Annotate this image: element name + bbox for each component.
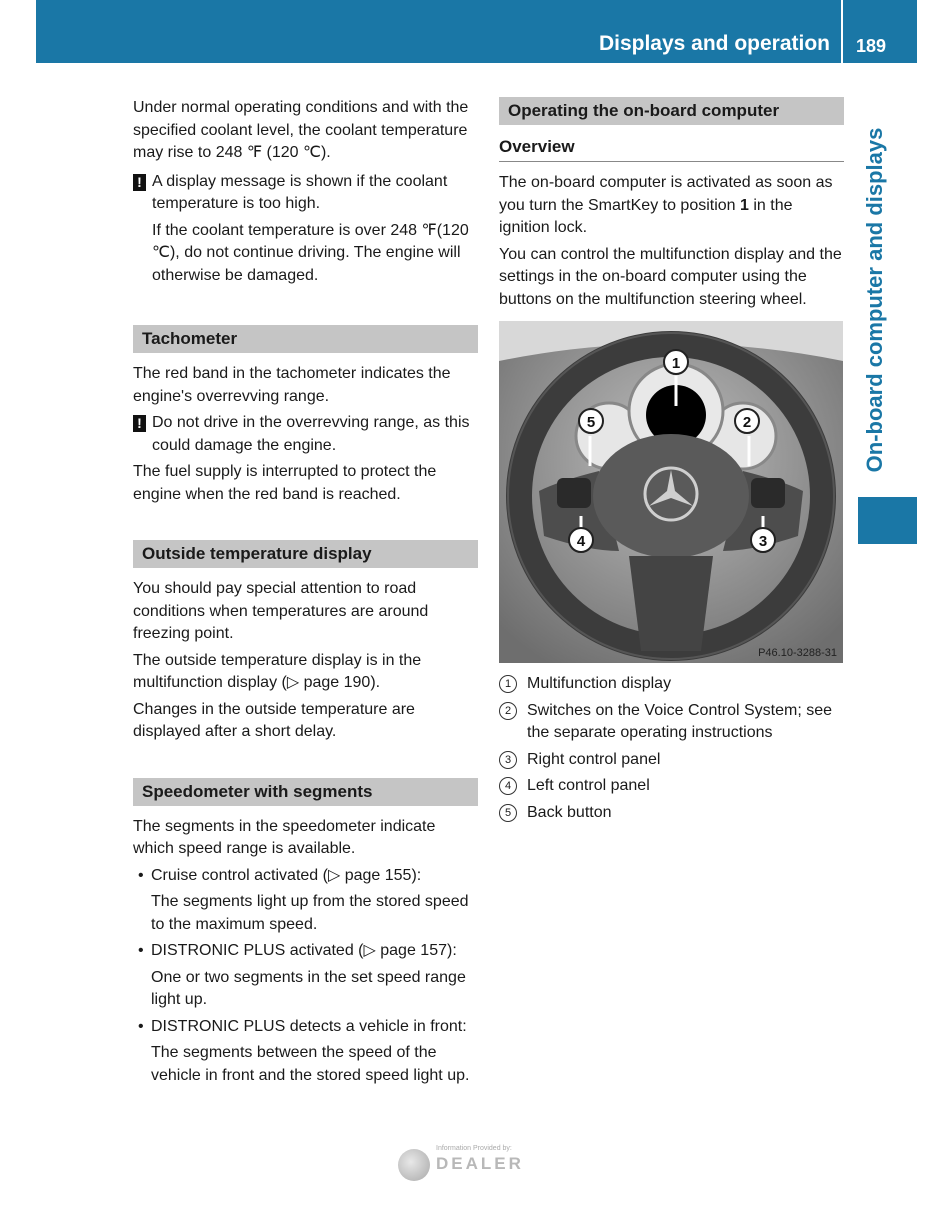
on-board-paragraph-2: You can control the multifunction display and the settings in the on-board computer using the buttons on the multifunction steering wheel.: [499, 245, 842, 308]
bullet-head: Cruise control activated (▷ page 155):: [151, 866, 422, 884]
svg-text:3: 3: [758, 533, 768, 550]
legend-text: Right control panel: [527, 750, 661, 768]
legend-text: Switches on the Voice Control System; see the separate operating instructions: [527, 701, 833, 741]
bullet-head: DISTRONIC PLUS detects a vehicle in front:: [151, 1017, 467, 1035]
legend-text: Multifunction display: [527, 675, 672, 692]
warning-coolant: [133, 171, 478, 292]
outside-temp-paragraph-3: Changes in the outside temperature are displayed after a short delay.: [133, 700, 415, 740]
bullet-body: The segments between the speed of the vehicle in front and the stored speed light up.: [151, 1044, 470, 1084]
subheading-overview: Overview: [499, 137, 844, 162]
section-heading-speedometer: Speedometer with segments: [133, 778, 478, 806]
warning-overrevving: [133, 412, 478, 461]
legend-number: 1: [499, 675, 517, 693]
side-tab: [855, 110, 895, 490]
legend-item: [499, 802, 844, 825]
legend-item: [499, 673, 844, 696]
bullet-head: DISTRONIC PLUS activated (▷ page 157):: [151, 942, 457, 959]
warning-icon: !: [133, 415, 146, 432]
section-heading-tachometer: Tachometer: [133, 325, 478, 353]
legend-number: 3: [499, 751, 517, 769]
legend-number: 2: [499, 702, 517, 720]
outside-temp-paragraph-2: The outside temperature display is in the multifunction display (▷ page 190).: [133, 651, 422, 691]
bullet-item: • DISTRONIC PLUS activated (▷ page 157): One or two segments in the set speed range light up.: [133, 940, 478, 1016]
right-column: [499, 97, 844, 828]
bullet-item: • Cruise control activated (▷ page 155): The segments light up from the stored speed to the maximum speed.: [133, 865, 478, 941]
tachometer-paragraph-1: The red band in the tachometer indicates the engine's overrevving range.: [133, 365, 451, 405]
svg-text:4: 4: [576, 533, 586, 550]
legend-text: Back button: [527, 803, 612, 821]
svg-text:1: 1: [671, 355, 681, 372]
bullet-item: • DISTRONIC PLUS detects a vehicle in front: The segments between the speed of the vehicle in front and the stored speed light up.: [133, 1016, 478, 1092]
speedometer-paragraph-1: The segments in the speedometer indicate which speed range is available.: [133, 817, 436, 857]
legend-item: [499, 700, 844, 745]
warning-overrevving-text: Do not drive in the overrevving range, as this could damage the engine.: [152, 414, 470, 454]
bullet-body: The segments light up from the stored speed to the maximum speed.: [151, 893, 469, 933]
tachometer-paragraph-2: The fuel supply is interrupted to protect the engine when the red band is reached.: [133, 463, 437, 503]
outside-temp-paragraph-1: You should pay special attention to road conditions when temperatures are around freezing point.: [133, 580, 429, 642]
header-divider: [841, 0, 843, 63]
callout-4: [569, 528, 593, 552]
callout-5: [579, 409, 603, 433]
steering-wheel-photo: [499, 321, 843, 663]
section-heading-outside-temperature: Outside temperature display: [133, 540, 478, 568]
section-heading-on-board-computer: Operating the on-board computer: [499, 97, 844, 125]
legend-number: 4: [499, 777, 517, 795]
svg-text:5: 5: [586, 414, 596, 431]
steering-wheel-illustration: [499, 321, 843, 663]
legend-item: [499, 749, 844, 772]
legend-number: 5: [499, 804, 517, 822]
on-board-paragraph-1: The on-board computer is activated as soon as you turn the SmartKey to position 1 in the ignition lock.: [499, 174, 833, 236]
warning-coolant-line2: If the coolant temperature is over 248 ℉(120 ℃), do not continue driving. The engine will otherwise be damaged.: [152, 221, 469, 284]
page-title: Displays and operation: [598, 32, 830, 55]
legend-item: [499, 775, 844, 798]
callout-2: [735, 409, 759, 433]
page-number: 189: [856, 36, 887, 56]
watermark-logo-icon: [398, 1149, 430, 1181]
bullet-body: One or two segments in the set speed range light up.: [151, 968, 466, 1008]
figure-legend: [499, 673, 844, 824]
dealer-watermark: [398, 1145, 548, 1185]
intro-paragraph: Under normal operating conditions and with the specified coolant level, the coolant temperature may rise to 248 ℉ (120 ℃).: [133, 99, 469, 161]
watermark-caption: Information Provided by:: [436, 1145, 512, 1152]
callout-1: [664, 350, 688, 374]
callout-3: [751, 528, 775, 552]
side-tab-label: On-board computer and displays: [862, 127, 887, 473]
legend-text: Left control panel: [527, 777, 650, 794]
warning-coolant-line1: A display message is shown if the coolant temperature is too high.: [152, 172, 448, 212]
svg-text:2: 2: [742, 414, 752, 431]
side-tab-marker: [858, 497, 917, 544]
warning-icon: !: [133, 174, 146, 191]
watermark-brand: DEALER: [436, 1154, 524, 1173]
figure-code: P46.10-3288-31: [758, 647, 837, 659]
left-column: [133, 97, 478, 1091]
